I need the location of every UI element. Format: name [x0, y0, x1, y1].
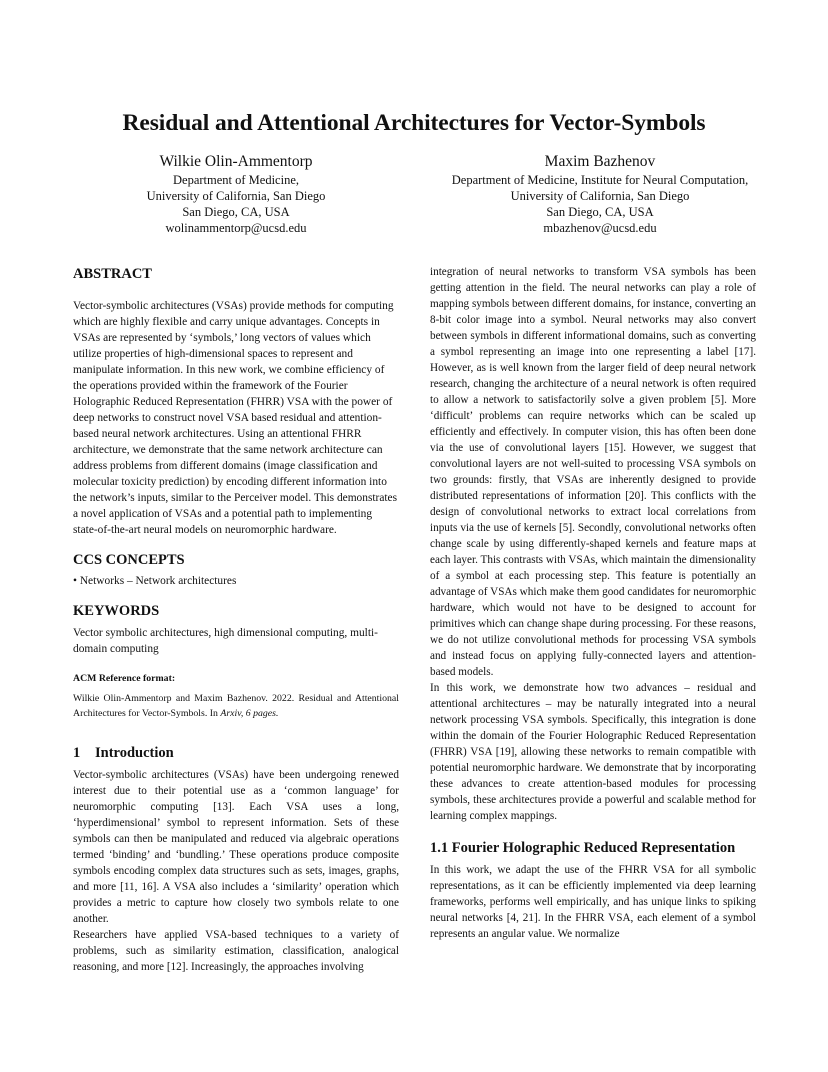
intro-number: 1: [73, 745, 81, 761]
author-affiliation: Department of Medicine,: [173, 173, 299, 187]
fhrr-paragraph-1: In this work, we adapt the use of the FHRR VSA for all symbolic representations, as it can be efficiently implemented via deep learning frameworks, performs well empirically, and has unique links to spiking neural networks [4, 21]. In the FHRR VSA, each element of a symbol represents an angular value. We normalize: [430, 864, 756, 940]
intro-paragraph-3: In this work, we demonstrate how two advances – residual and attentional architectures – may be naturally integrated into a neural network processing VSA symbols. Specifically, this integration is done within the domain of the Fourier Holographic Reduced Representation (FHRR) VSA [19], allowing these networks to remain compatible with potential neuromorphic hardware. We demonstrate that by incorporating these advances to create attention-based modules for processing symbols, these architectures provide a powerful and scalable method for learning complex mappings.: [430, 682, 756, 822]
right-column: [430, 264, 756, 942]
acm-reference-heading: ACM Reference format:: [73, 673, 176, 684]
abstract-text: Vector-symbolic architectures (VSAs) provide methods for computing which are highly flexible and carry unique advantages. Concepts in VSAs are represented by ‘symbols,’ long vectors of values which utilize properties of high-dimensional spaces to represent and manipulate information. In this new work, we combine efficiency of the operations provided within the framework of the Fourier Holographic Reduced Representation (FHRR) VSA with the power of deep networks to construct novel VSA based residual and attention-based neural network architectures. Using an attentional FHRR architecture, we demonstrate that the same network architecture can address problems from different domains (image classification and molecular toxicity prediction) by encoding different information into the network’s inputs, similar to the Perceiver model. This demonstrates a novel application of VSAs and a potential path to implementing state-of-the-art neural models on neuromorphic hardware.: [73, 300, 398, 536]
intro-title: Introduction: [95, 745, 174, 761]
intro-heading: [73, 743, 399, 763]
acm-reference: [73, 671, 399, 721]
author-block-1: [120, 152, 352, 236]
paper-title: Residual and Attentional Architectures for Vector-Symbols: [122, 110, 706, 136]
author-name: Wilkie Olin-Ammentorp: [159, 153, 313, 170]
author-email: wolinammentorp@ucsd.edu: [165, 221, 307, 235]
left-column: [73, 264, 399, 975]
author-affiliation: University of California, San Diego: [510, 189, 690, 203]
author-location: San Diego, CA, USA: [182, 205, 290, 219]
author-location: San Diego, CA, USA: [546, 205, 654, 219]
author-affiliation: Department of Medicine, Institute for Neural Computation,: [451, 173, 749, 187]
intro-paragraph-2-continued: integration of neural networks to transform VSA symbols has been getting attention in the field. The neural networks can play a role of mapping symbols between different domains, for instance, converting an 8-bit color image into a symbol. Neural networks may also convert between symbols in different informational domains, such as converting a symbol representing an image into one representing a label [17]. However, as is well known from the larger field of deep neural network research, changing the architecture of a neural network is often required to allow a network to satisfactorily solve a given problem [5]. More ‘difficult’ problems can require networks which can be scaled up efficiently and effectively. In computer vision, this has often been done via the use of convolutional layers [15]. However, we suggest that convolutional layers are not well-suited to processing VSA symbols on two grounds: firstly, that VSAs are inherently designed to provide distributed representations of information [20]. This conflicts with the design of convolutional networks to extract local correlations from inputs via the use of kernels [5]. Secondly, convolutional networks often change scale by using differently-shaped kernels and feature maps at each layer. This contrasts with VSAs, which maintain the dimensionality of a symbol at each processing step. This feature is potentially an advantage of VSAs which make them good candidates for neuromorphic hardware, which would not have to be designed to account for primitives which can change shape during processing. For these reasons, we do not utilize convolutional methods for processing VSA symbols and instead focus on applying fully-connected layers and attention-based models.: [430, 266, 757, 678]
keywords-heading: KEYWORDS: [73, 603, 160, 619]
author-email: mbazhenov@ucsd.edu: [543, 221, 657, 235]
intro-paragraph-2: Researchers have applied VSA-based techniques to a variety of problems, such as similarity estimation, classification, analogical reasoning, and more [12]. Increasingly, the approaches involving: [73, 929, 399, 973]
acm-reference-venue: Arxiv, 6 pages.: [220, 708, 279, 719]
ccs-heading: CCS CONCEPTS: [73, 552, 185, 568]
intro-paragraph-1: Vector-symbolic architectures (VSAs) have been undergoing renewed interest due to their potential use as a ‘common language’ for neuromorphic computing [13]. Each VSA uses a long, ‘hyperdimensional’ symbol to represent information. Sets of these symbols can then be manipulated and reduced via algebraic operations termed ‘binding’ and ‘bundling.’ These operations produce composite symbols encoding complex data structures such as sets, images, graphs, and more [11, 16]. A VSA also includes a ‘similarity’ operation which provides a metric to capture how closely two symbols relate to one another.: [73, 769, 399, 925]
keywords-text: Vector symbolic architectures, high dimensional computing, multi-domain computing: [73, 627, 378, 655]
ccs-text: • Networks – Network architectures: [73, 575, 237, 587]
acm-reference-text: Wilkie Olin-Ammentorp and Maxim Bazhenov. 2022. Residual and Attentional Architectures for Vector-Symbols. In: [73, 693, 399, 719]
fhrr-heading: 1.1 Fourier Holographic Reduced Representation: [430, 840, 736, 856]
author-block-2: [438, 152, 762, 236]
author-affiliation: University of California, San Diego: [146, 189, 326, 203]
author-name: Maxim Bazhenov: [544, 153, 656, 170]
abstract-heading: ABSTRACT: [73, 266, 152, 282]
